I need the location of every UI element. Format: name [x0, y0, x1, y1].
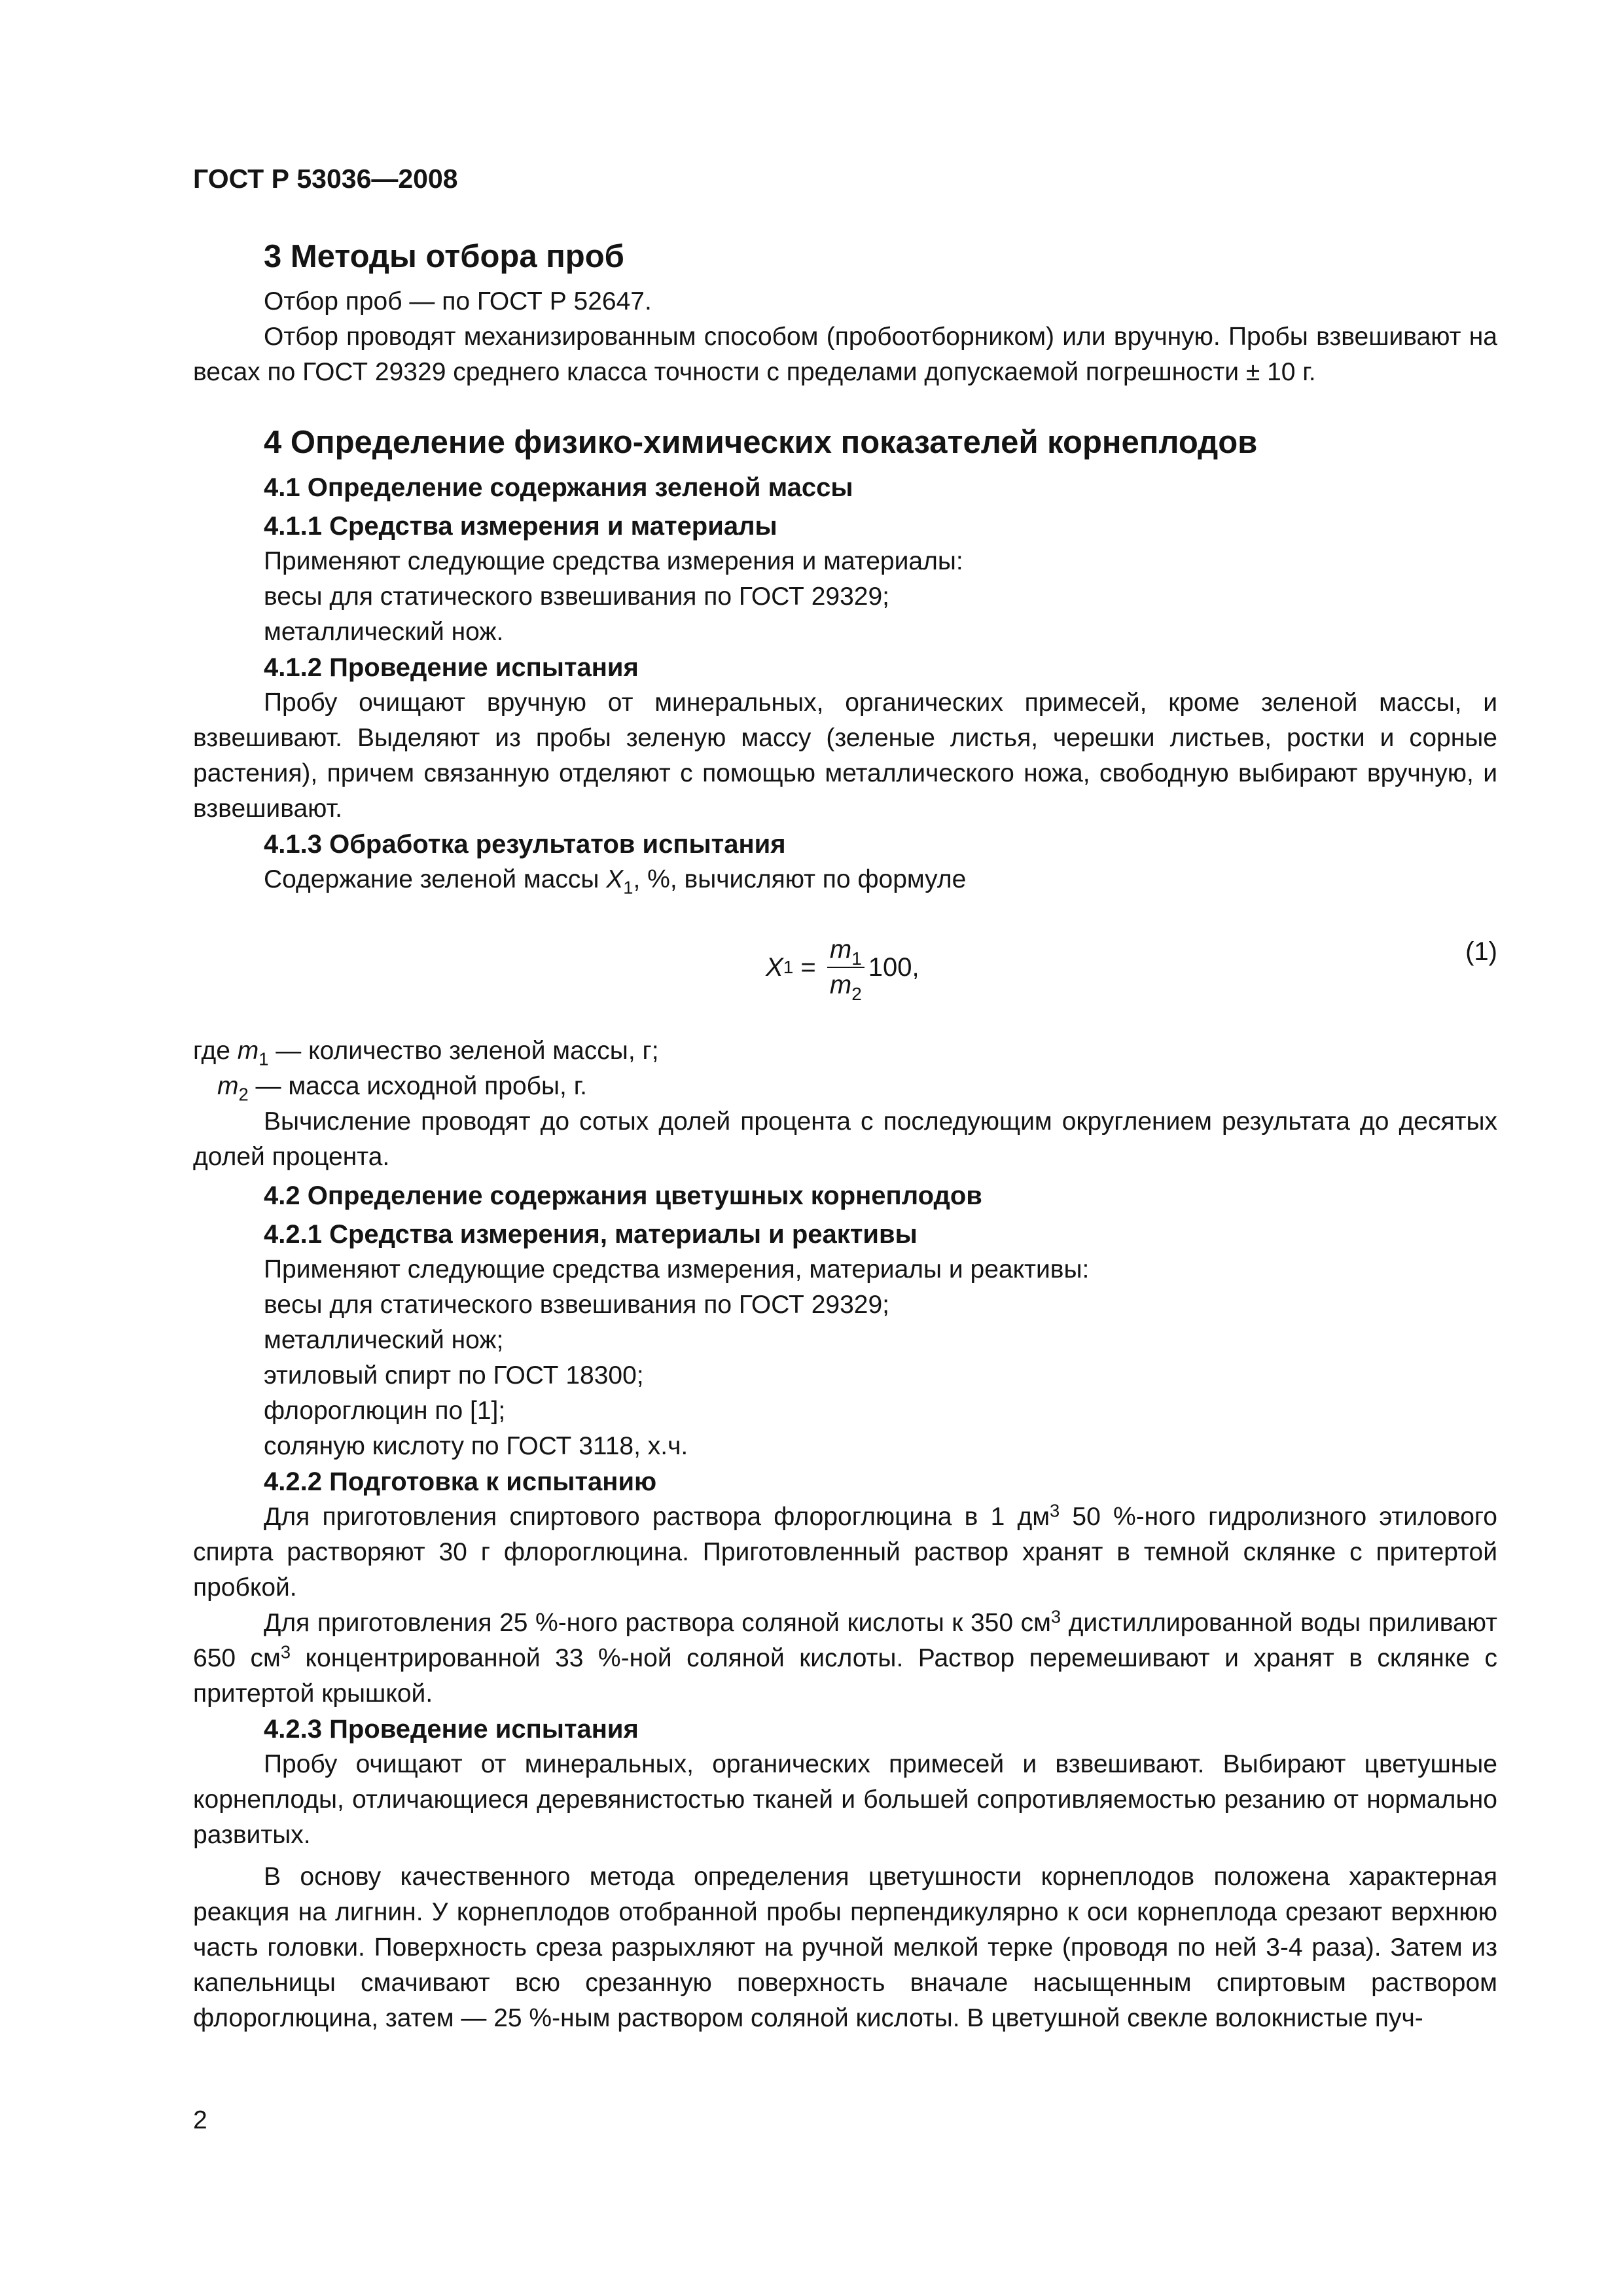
list-item: соляную кислоту по ГОСТ 3118, х.ч. — [264, 1432, 688, 1460]
document-header: ГОСТ Р 53036—2008 — [193, 164, 458, 194]
formula-expression: X 1 = $\frac{m_1}{m_2}$ 100, — [766, 912, 919, 1023]
section-4-1-2-heading: 4.1.2 Проведение испытания — [264, 653, 639, 682]
formula-numerator — [827, 933, 865, 967]
variable-subscript: 2 — [238, 1084, 249, 1105]
formula-denominator — [827, 968, 865, 1002]
section-4-1-heading: 4.1 Определение содержания зеленой массы — [264, 473, 853, 502]
section-4-heading: 4 Определение физико-химических показателей корнеплодов — [264, 425, 1258, 460]
section-4-2-3-paragraph-1: Пробу очищают от минеральных, органических примесей и взвешивают. Выбирают цветушные корнеплоды, отличающиеся деревянистостью тканей и большей сопротивляемостью резанию от нормально развитых. — [193, 1750, 1497, 1849]
page-number: 2 — [193, 2106, 207, 2134]
where-definition: — масса исходной пробы, г. — [248, 1072, 588, 1100]
paragraph-text: дистиллированной воды приливают 650 см — [193, 1609, 1497, 1672]
section-3-paragraph-2: Отбор проводят механизированным способом (пробоотборником) или вручную. Пробы взвешивают на весах по ГОСТ 29329 среднего класса точности с пределами допускаемой погрешности ± 10 г. — [193, 323, 1497, 386]
section-4-2-1-heading: 4.2.1 Средства измерения, материалы и реактивы — [264, 1220, 918, 1249]
section-3-paragraph-1: Отбор проб — по ГОСТ Р 52647. — [264, 287, 652, 315]
formula-equals: = — [793, 953, 823, 982]
variable-symbol: m — [237, 1037, 259, 1065]
section-4-2-2-heading: 4.2.2 Подготовка к испытанию — [264, 1467, 657, 1496]
section-4-1-3-heading: 4.1.3 Обработка результатов испытания — [264, 830, 786, 859]
section-4-1-2-text: Пробу очищают вручную от минеральных, органических примесей, кроме зеленой массы, и взвешивают. Выделяют из пробы зеленую массу (зеленые листья, черешки листьев, ростки и сорные растения), причем связанную отделяют с помощью металлического ножа, свободную выбирают вручную, и взвешивают. — [193, 689, 1497, 823]
section-4-1-3-intro — [193, 862, 1497, 897]
list-item: весы для статического взвешивания по ГОСТ 29329; — [264, 583, 889, 611]
denominator-variable: m — [829, 971, 852, 999]
formula-multiplier: 100, — [868, 953, 919, 982]
calculation-note: Вычисление проводят до сотых долей процента с последующим округлением результата до десятых долей процента. — [193, 1107, 1497, 1171]
paragraph-text: 50 %-ного гидролизного этилового спирта растворяют 30 г флороглюцина. Приготовленный раствор хранят в темной склянке с притертой пробкой. — [193, 1503, 1497, 1602]
variable-symbol: m — [217, 1072, 239, 1100]
intro-text: Содержание зеленой массы — [264, 865, 607, 893]
formula-1 — [193, 912, 1497, 1030]
list-item: металлический нож; — [264, 1326, 504, 1354]
formula-number: (1) — [1465, 937, 1497, 966]
where-definition: — количество зеленой массы, г; — [268, 1037, 659, 1065]
numerator-subscript: 1 — [851, 948, 862, 969]
where-line-1 — [193, 1033, 1497, 1069]
list-item: весы для статического взвешивания по ГОСТ 29329; — [264, 1291, 889, 1319]
where-line-2 — [217, 1069, 1497, 1104]
list-item: флороглюцин по [1]; — [264, 1397, 506, 1425]
paragraph-text: Для приготовления 25 %-ного раствора соляной кислоты к 350 см — [264, 1609, 1051, 1637]
numerator-variable: m — [829, 935, 852, 964]
superscript: 3 — [280, 1641, 291, 1662]
denominator-subscript: 2 — [851, 983, 862, 1004]
section-4-2-heading: 4.2 Определение содержания цветушных корнеплодов — [264, 1181, 982, 1210]
section-4-1-1-intro: Применяют следующие средства измерения и материалы: — [264, 547, 963, 575]
section-4-2-3-paragraph-2: В основу качественного метода определения цветушности корнеплодов положена характерная реакция на лигнин. У корнеплодов отобранной пробы перпендикулярно к оси корнеплода срезают верхнюю часть головки. Поверхность среза разрыхляют на ручной мелкой терке (проводя по ней 3-4 раза). Затем из капельницы смачивают всю срезанную поверхность вначале насыщенным спиртовым раствором флороглюцина, затем — 25 %-ным раствором соляной кислоты. В цветушной свекле волокнистые пуч- — [193, 1863, 1497, 2032]
document-body — [193, 236, 1497, 2036]
formula-lhs-variable: X — [766, 953, 783, 982]
superscript: 3 — [1050, 1606, 1061, 1627]
list-item: металлический нож. — [264, 618, 504, 646]
intro-text: , %, вычисляют по формуле — [633, 865, 967, 893]
superscript: 3 — [1050, 1500, 1060, 1521]
section-4-2-3-heading: 4.2.3 Проведение испытания — [264, 1715, 639, 1744]
variable-symbol: X — [606, 865, 624, 893]
section-4-2-2-paragraph-2 — [193, 1605, 1497, 1712]
section-3-heading: 3 Методы отбора проб — [264, 239, 624, 274]
where-prefix: где — [193, 1037, 238, 1065]
paragraph-text: концентрированной 33 %-ной соляной кислоты. Раствор перемешивают и хранят в склянке с притертой крышкой. — [193, 1644, 1497, 1708]
list-item: этиловый спирт по ГОСТ 18300; — [264, 1361, 644, 1390]
variable-subscript: 1 — [259, 1049, 269, 1069]
section-4-2-2-paragraph-1 — [193, 1499, 1497, 1605]
paragraph-text: Для приготовления спиртового раствора флороглюцина в 1 дм — [264, 1503, 1050, 1531]
formula-fraction — [827, 933, 865, 1002]
variable-subscript: 1 — [623, 877, 633, 898]
section-4-1-1-heading: 4.1.1 Средства измерения и материалы — [264, 512, 777, 541]
section-4-2-1-intro: Применяют следующие средства измерения, материалы и реактивы: — [264, 1255, 1090, 1283]
